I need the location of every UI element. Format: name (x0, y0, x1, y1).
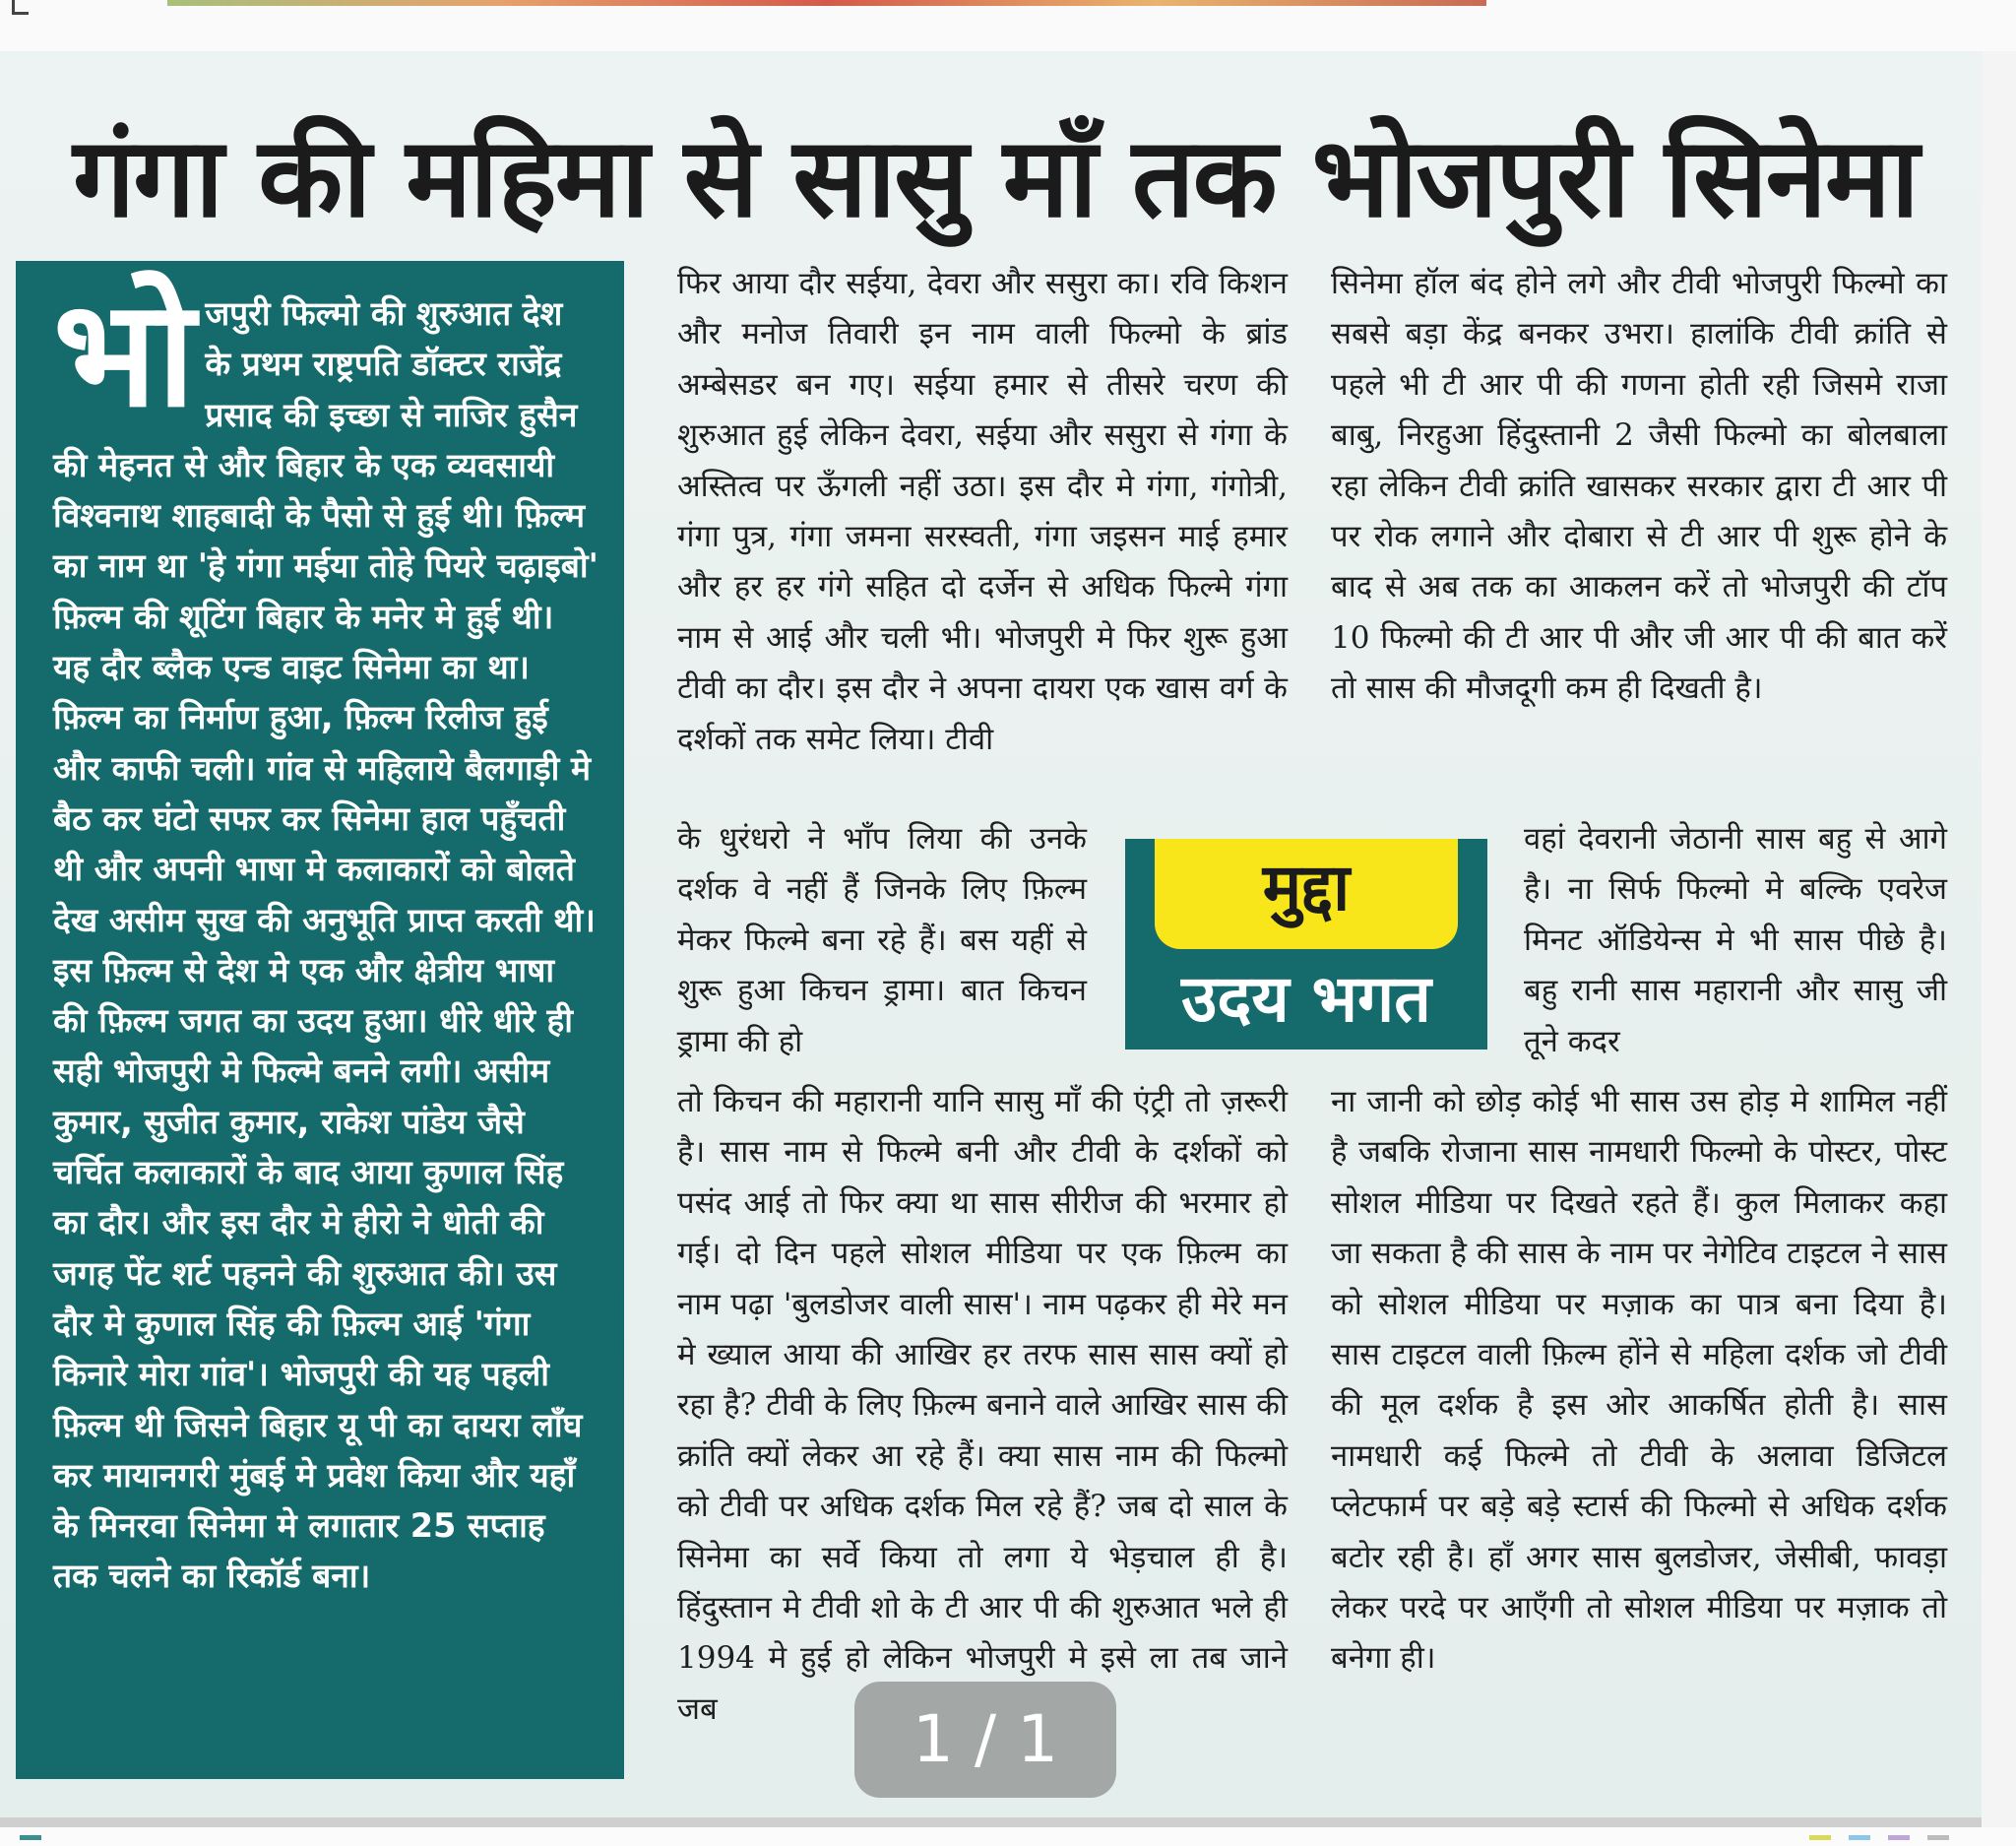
column-3-bottom (1331, 1077, 1947, 1786)
column-3-middle (1524, 814, 1947, 1078)
column-2-middle (677, 814, 1087, 1078)
column-2-top-text: फिर आया दौर सईया, देवरा और ससुरा का। रवि किशन और मनोज तिवारी इन नाम वाली फिल्मो के ब्रांड अम्बेसडर बन गए। सईया हमार से तीसरे चरण की शुरुआत हुई लेकिन देवरा, सईया और ससुरा से गंगा के अस्तित्व पर ऊँगली नहीं उठा। इस दौर मे गंगा, गंगोत्री, गंगा पुत्र, गंगा जमना सरस्वती, गंगा जइसन माई हमार और हर हर गंगे सहित दो दर्जेन से अधिक फिल्मे गंगा नाम से आई और चली भी। भोजपुरी मे फिर शुरू हुआ टीवी का दौर। इस दौर ने अपना दायरा एक खास वर्ग के दर्शकों तक समेट लिया। टीवी (677, 266, 1288, 757)
strip-mark (20, 1835, 41, 1840)
column-2-bottom-text: तो किचन की महारानी यानि सासु माँ की एंट्री तो ज़रूरी है। सास नाम से फिल्मे बनी और टीवी के दर्शकों को पसंद आई तो फिर क्या था सास सीरीज की भरमार हो गई। दो दिन पहले सोशल मीडिया पर एक फ़िल्म का नाम पढ़ा 'बुलडोजर वाली सास'। नाम पढ़कर ही मेरे मन मे ख्याल आया की आखिर हर तरफ सास सास क्यों हो रहा है? टीवी के लिए फ़िल्म बनाने वाले आखिर सास की क्रांति क्यों लेकर आ रहे हैं। क्या सास नाम की फिल्मो को टीवी पर अधिक दर्शक मिल रहे हैं? जब दो साल के सिनेमा का सर्वे किया तो लगा ये भेड़चाल ही है। हिंदुस्तान मे टीवी शो के टी आर पी की शुरुआत भले ही 1994 मे हुई हो लेकिन भोजपुरी मे इसे ला तब जाने जब (677, 1084, 1288, 1727)
sidebar-text: जपुरी फिल्मो की शुरुआत देश के प्रथम राष्ट्रपति डॉक्टर राजेंद्र प्रसाद की इच्छा से नाजिर हुसैन की मेहनत से और बिहार के एक व्यवसायी विश्वनाथ शाहबादी के पैसो से हुई थी। फ़िल्म का नाम था 'हे गंगा मईया तोहे पियरे चढ़ाइबो' फ़िल्म की शूटिंग बिहार के मनेर मे हुई थी। यह दौर ब्लैक एन्ड वाइट सिनेमा का था। फ़िल्म का निर्माण हुआ, फ़िल्म रिलीज हुई और काफी चली। गांव से महिलाये बैलगाड़ी मे बैठ कर घंटो सफर कर सिनेमा हाल पहुँचती थी और अपनी भाषा मे कलाकारों को बोलते देख असीम सुख की अनुभूति प्राप्त करती थी। इस फ़िल्म से देश मे एक और क्षेत्रीय भाषा की फ़िल्म जगत का उदय हुआ। धीरे धीरे ही सही भोजपुरी मे फिल्मे बनने लगी। असीम कुमार, सुजीत कुमार, राकेश पांडेय जैसे चर्चित कलाकारों के बाद आया कुणाल सिंह का दौर। और इस दौर मे हीरो ने धोती की जगह पेंट शर्ट पहनने की शुरुआत की। उस दौर मे कुणाल सिंह की फ़िल्म आई 'गंगा किनारे मोरा गांव'। भोजपुरी की यह पहली फ़िल्म थी जिसने बिहार यू पी का दायरा लाँघ कर मायानगरी मुंबई मे प्रवेश किया और यहाँ के मिनरवा सिनेमा मे लगातार 25 सप्ताह तक चलने का रिकॉर्ड बना। (53, 294, 598, 1596)
bottom-strip (0, 1827, 2016, 1846)
strip-mark (1809, 1835, 1831, 1840)
top-strip (0, 0, 2016, 51)
strip-mark (1927, 1835, 1949, 1840)
column-3-bottom-text: ना जानी को छोड़ कोई भी सास उस होड़ मे शामिल नहीं है जबकि रोजाना सास नामधारी फिल्मो के पोस्टर, पोस्ट सोशल मीडिया पर दिखते रहते हैं। कुल मिलाकर कहा जा सकता है की सास के नाम पर नेगेटिव टाइटल ने सास को सोशल मीडिया पर मज़ाक का पात्र बना दिया है। सास टाइटल वाली फ़िल्म होंने से महिला दर्शक जो टीवी की मूल दर्शक है इस ओर आकर्षित होती है। सास नामधारी कई फिल्मे तो टीवी के अलावा डिजिटल प्लेटफार्म पर बड़े बड़े स्टार्स की फिल्मो से अधिक दर्शक बटोर रही है। हाँ अगर सास बुलडोजर, जेसीबी, फावड़ा लेकर परदे पर आएँगी तो सोशल मीडिया पर मज़ाक तो बनेगा ही। (1331, 1084, 1947, 1677)
strip-mark (1888, 1835, 1910, 1840)
color-band (167, 0, 1486, 6)
column-3-middle-text: वहां देवरानी जेठानी सास बहु से आगे है। ना सिर्फ फिल्मो मे बल्कि एवरेज मिनट ऑडियेन्स मे भी सास पीछे है। बहु रानी सास महारानी और सासु जी तूने कदर (1524, 821, 1947, 1059)
sidebar-column (16, 261, 624, 1779)
column-3-top-text: सिनेमा हॉल बंद होने लगे और टीवी भोजपुरी फिल्मो का सबसे बड़ा केंद्र बनकर उभरा। हालांकि टीवी क्रांति से पहले भी टी आर पी की गणना होती रही जिसमे राजा बाबु, निरहुआ हिंदुस्तानी 2 जैसी फिल्मो का बोलबाला रहा लेकिन टीवी क्रांति खासकर सरकार द्वारा टी आर पी पर रोक लगाने और दोबारा से टी आर पी शुरू होने के बाद से अब तक का आकलन करें तो भोजपुरी की टॉप 10 फिल्मो की टी आर पी और जी आर पी की बात करें तो सास की मौजदूगी कम ही दिखती है। (1331, 266, 1947, 707)
author-name: उदय भगत (1181, 961, 1431, 1037)
drop-cap: भो (53, 269, 196, 440)
page-indicator: 1 / 1 (854, 1682, 1116, 1798)
column-2-top (677, 259, 1288, 810)
bottom-divider (0, 1817, 1982, 1827)
page-headline: गंगा की महिमा से सासु माँ तक भोजपुरी सिनेमा (73, 114, 1918, 242)
column-2-bottom (677, 1077, 1288, 1786)
byline-tag: मुद्दा (1155, 839, 1458, 949)
strip-mark (1849, 1835, 1870, 1840)
column-3-top (1331, 259, 1947, 810)
crop-mark (12, 0, 29, 15)
byline-box (1125, 839, 1487, 1050)
column-2-middle-text: के धुरंधरो ने भाँप लिया की उनके दर्शक वे नहीं हैं जिनके लिए फ़िल्म मेकर फिल्मे बना रहे हैं। बस यहीं से शुरू हुआ किचन ड्रामा। बात किचन ड्रामा की हो (677, 821, 1087, 1059)
